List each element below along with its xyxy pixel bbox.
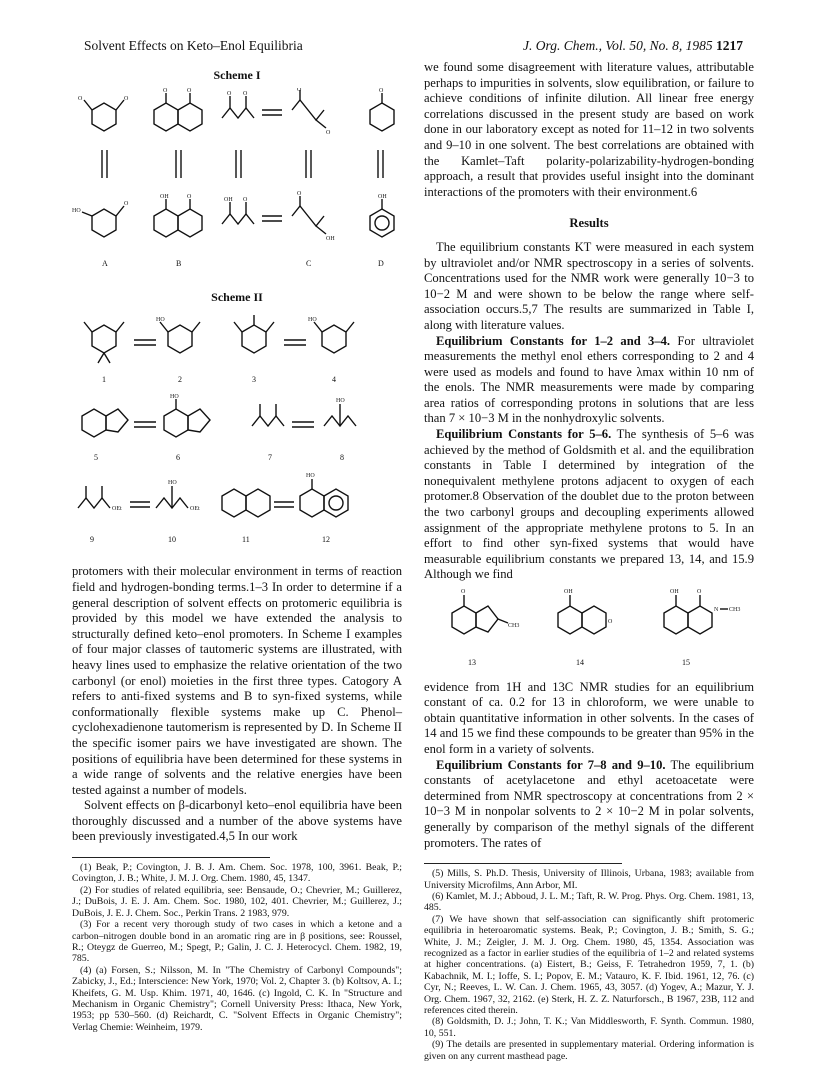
body-paragraph: The equilibrium constants KT were measured in each system by ultraviolet and/or NMR spectroscopy in a series of solvents. Concentrations used for the NMR work were generally 10−3 to 10−2 M and were shown to be below the range where self-association occurs.5,7 The results are summarized in Table I, along with literature values. (424, 239, 754, 332)
oxygen-label: O (124, 200, 129, 207)
oxygen-label: O (379, 87, 384, 94)
scheme-2-figure (72, 310, 402, 560)
compound-label: 10 (168, 534, 176, 544)
hydroxyl-label: OH (670, 589, 679, 595)
footnote-divider (424, 863, 622, 864)
class-label-b: B (176, 258, 182, 268)
hydroxyl-label: HO (168, 479, 177, 486)
class-label-a: A (102, 258, 108, 268)
scheme-2-row-3 (78, 473, 348, 544)
oxygen-label: O (608, 619, 613, 625)
body-paragraph: Solvent effects on β-dicarbonyl keto–enol equilibria have been thoroughly discussed and a number of the above systems have been previously investigated.4,5 In our work (72, 798, 402, 844)
runin-heading: Equilibrium Constants for 1–2 and 3–4. (436, 333, 671, 348)
footnote: (2) For studies of related equilibria, see: Bensaude, O.; Chevrier, M.; Guillerez, J.; DuBois, J. E. J. Am. Chem. Soc. 1980, 102, 401. Chevrier, M.; Guillerez, J.; DuBois, J. E. J. Chem. Soc., Perkin Trans. 2 1983, 979. (72, 884, 402, 919)
scheme-1-keto-row (78, 88, 394, 136)
hydroxyl-label: OH (326, 235, 335, 242)
body-text: The synthesis of 5–6 was achieved by the method of Goldsmith et al. and the equilibration constants in Table I determined by integration of the nonequivalent methylene protons adjacent to oxygen of each protomer.8 Observation of the doublet due to the proton between the two carbonyl groups and decoupling experiments allowed assignment of the appropriate methylene protons to 5. In an effort to find other syn-fixed systems that would have measurable equilibrium constants we prepared 13, 14, and 15.9 Although we find (424, 427, 754, 582)
journal-name: J. Org. Chem., (522, 38, 602, 53)
footnote: (6) Kamlet, M. J.; Abboud, J. L. M.; Taft, R. W. Prog. Phys. Org. Chem. 1981, 13, 485. (424, 890, 754, 914)
oxygen-label: O (297, 190, 302, 197)
scheme-1-figure (72, 88, 402, 278)
oxygen-label: O (124, 95, 129, 102)
body-paragraph: we found some disagreement with literature values, attributable perhaps to impurities in solvents, slow equilibration, or failure to achieve conditions of infinite dilution. All linear free energy correlations discussed in the present study are based on work done in our laboratory except as noted for 11–12 in two solvents and 9–10 in one solvent. The best correlations are obtained with the Kamlet–Taft polarity-polarizability-hydrogen-bonding approach, a result that provides useful insight into the dominant interactions of the promoters with their environment.6 (424, 60, 754, 199)
left-column (72, 60, 402, 1033)
oxygen-label: O (163, 87, 168, 94)
runin-heading: Equilibrium Constants for 5–6. (436, 427, 612, 442)
oxygen-label: O (227, 90, 232, 97)
journal-volume: Vol. 50, No. 8, 1985 (605, 38, 713, 53)
scheme-2-row-1 (84, 315, 354, 384)
oxygen-label: O (187, 193, 192, 200)
page-number: 1217 (716, 38, 743, 53)
footnote: (5) Mills, S. Ph.D. Thesis, University of Illinois, Urbana, 1983; available from University Microfilms, Ann Arbor, MI. (424, 868, 754, 891)
oxygen-label: O (297, 87, 302, 93)
methyl-label: CH3 (508, 623, 520, 629)
footnote: (4) (a) Forsen, S.; Nilsson, M. In "The Chemistry of Carbonyl Compounds"; Zabicky, J., Ed.; Interscience: New York, 1970; Vol. 2, Chapter 3. (b) Koltsov, A. I.; Kheifets, G. M. Usp. Khim. 1971, 40, 1646. (c) Ingold, C. K. In "Structure and Mechanism in Organic Chemistry"; Cornell University Press: Ithaca, New York, 1953; pp 530–560. (d) Reichardt, C. "Solvent Effects in Organic Chemistry"; Verlag Chemie: Weinheim, 1979. (72, 964, 402, 1033)
scheme-2-title: Scheme II (211, 290, 263, 305)
hydroxyl-label: HO (306, 472, 315, 479)
body-text: For ultraviolet measurements the methyl enol ethers corresponding to 2 and 4 were used as models and found to have λmax within 10 nm of the enols. The NMR measurements were made by comparing area ratios of corresponding protons in solutions that are less than 7 × 10−3 M in the nonhydroxylic solvents. (424, 333, 754, 426)
hydroxyl-label: HO (308, 316, 317, 323)
class-label-d: D (378, 258, 384, 268)
class-label-c: C (306, 258, 312, 268)
compound-label: 1 (102, 374, 106, 384)
compound-label: 12 (322, 534, 330, 544)
hydroxyl-label: OH (378, 193, 387, 200)
hydroxyl-label: HO (156, 316, 165, 323)
scheme-1-title: Scheme I (213, 68, 261, 82)
hydroxyl-label: OH (564, 589, 573, 595)
compound-15 (664, 589, 740, 667)
compound-label: 9 (90, 534, 94, 544)
runin-heading: Equilibrium Constants for 7–8 and 9–10. (436, 757, 666, 772)
hydroxyl-label: OH (160, 193, 169, 200)
compound-label: 13 (468, 658, 476, 667)
footnote: (1) Beak, P.; Covington, J. B. J. Am. Chem. Soc. 1978, 100, 3961. Beak, P.; Covington, J. B.; White, J. M. J. Org. Chem. 1980, 45, 1347. (72, 862, 402, 885)
footnote-divider (72, 857, 270, 858)
compound-14 (558, 589, 613, 667)
footnote: (9) The details are presented in supplementary material. Ordering information is given on any current masthead page. (424, 1039, 754, 1062)
compound-label: 3 (252, 374, 256, 384)
ethoxy-label: OEt (190, 505, 200, 512)
oxygen-label: O (697, 589, 702, 595)
compound-label: 14 (576, 658, 584, 667)
running-header: Solvent Effects on Keto–Enol Equilibria (84, 38, 303, 53)
journal-citation (523, 38, 743, 54)
right-column (424, 60, 754, 1062)
oxygen-label: O (187, 87, 192, 94)
scheme-2-row-2 (82, 394, 356, 462)
nitrogen-label: N (714, 607, 719, 613)
scheme-1-enol-row (72, 191, 394, 242)
oxygen-label: O (78, 95, 83, 102)
oxygen-label: O (243, 196, 248, 203)
compound-label: 11 (242, 534, 250, 544)
footnote: (8) Goldsmith, D. J.; John, T. K.; Van Middlesworth, F. Synth. Commun. 1980, 10, 551. (424, 1016, 754, 1039)
compound-label: 15 (682, 658, 690, 667)
section-heading-results: Results (569, 216, 609, 231)
footnote: (7) We have shown that self-association can significantly shift protomeric equilibria in heteroaromatic systems. Beak, P.; Covington, J. B.; Smith, S. G.; White, J. M.; Zeigler, J. M. J. Org. Chem. 1980, 45, 1354. Association was recognized as a factor in earlier studies of the equilibria of 1–2 and related systems at higher concentrations. (a) Eistert, B.; Geiss, F. Tetrahedron 1959, 7, 1. (b) Kabachnik, M. I.; Ioffe, S. I.; Popov, E. M.; Vatauro, K. F. Ibid. 1961, 12, 76. (c) Cyr, N.; Reeves, L. W. Can. J. Chem. 1965, 43, 3057. (d) Yogev, A.; Mazur, Y. J. Org. Chem. 1967, 32, 2162. (e) Sterk, H. Z. Z. Naturforsch., B 1967, 23B, 112 and references cited therein. (424, 913, 754, 1016)
oxygen-label: O (326, 129, 331, 136)
compound-label: 6 (176, 452, 180, 462)
hydroxyl-label: HO (170, 393, 179, 400)
equilibrium-arrows (102, 150, 383, 178)
compound-13 (452, 589, 519, 667)
body-text: The equilibrium constants of acetylacetone and ethyl acetoacetate were determined from NMR spectroscopy at concentrations from 2 × 10−3 M in nonpolar solvents to 2 × 10−2 M in polar solvents, generally by comparison of the methyl signals of the different promoters. The rates of (424, 757, 754, 850)
oxygen-label: O (461, 589, 466, 595)
hydroxyl-label: HO (72, 207, 81, 214)
compound-label: 2 (178, 374, 182, 384)
footnote: (3) For a recent very thorough study of two cases in which a ketone and a carbon–nitrogen double bond in an aromatic ring are in β positions, see: Roussel, R.; Oteygz de Guerreo, M.; Spegt, P.; Galin, J. C. J. Heterocycl. Chem. 1982, 19, 785. (72, 919, 402, 965)
oxygen-label: O (243, 90, 248, 97)
body-paragraph: evidence from 1H and 13C NMR studies for an equilibrium constant of ca. 0.2 for 13 in chloroform, we were unable to obtain quantitative information in other solvents. In the cases of 14 and 15 we find these compounds to be greater than 95% in the enol form in a variety of solvents. (424, 679, 754, 756)
hydroxyl-label: HO (336, 397, 345, 404)
compound-label: 5 (94, 452, 98, 462)
methyl-label: CH3 (729, 607, 741, 613)
compound-label: 7 (268, 452, 272, 462)
ethoxy-label: OEt (112, 505, 122, 512)
hydroxyl-label: OH (224, 196, 233, 203)
compound-label: 4 (332, 374, 336, 384)
compound-label: 8 (340, 452, 344, 462)
body-paragraph: protomers with their molecular environment in terms of reaction field and hydrogen-bonding terms.1–3 In order to determine if a general description of solvent effects on protomeric equilibria is provided by this model we have extended the analysis to structurally defined keto–enol promoters. In Scheme I examples of four major classes of tautomeric systems are illustrated, with heavy lines used to emphasize the relative orientation of the two carbonyl (or enol) moieties in the first three types. Catogory A refers to anti-fixed systems and B to syn-fixed systems, while conformationally flexible systems make up C. Phenol–cyclohexadienone tautomerism is represented by D. In Scheme II the specific isomer pairs we have investigated are shown. The positions of equilibria have been determined for these systems in a wide range of solvents and the relative energies have been tested against a number of models. (72, 564, 402, 797)
compounds-13-15-figure (424, 583, 754, 675)
scheme-1-class-labels (102, 259, 384, 268)
